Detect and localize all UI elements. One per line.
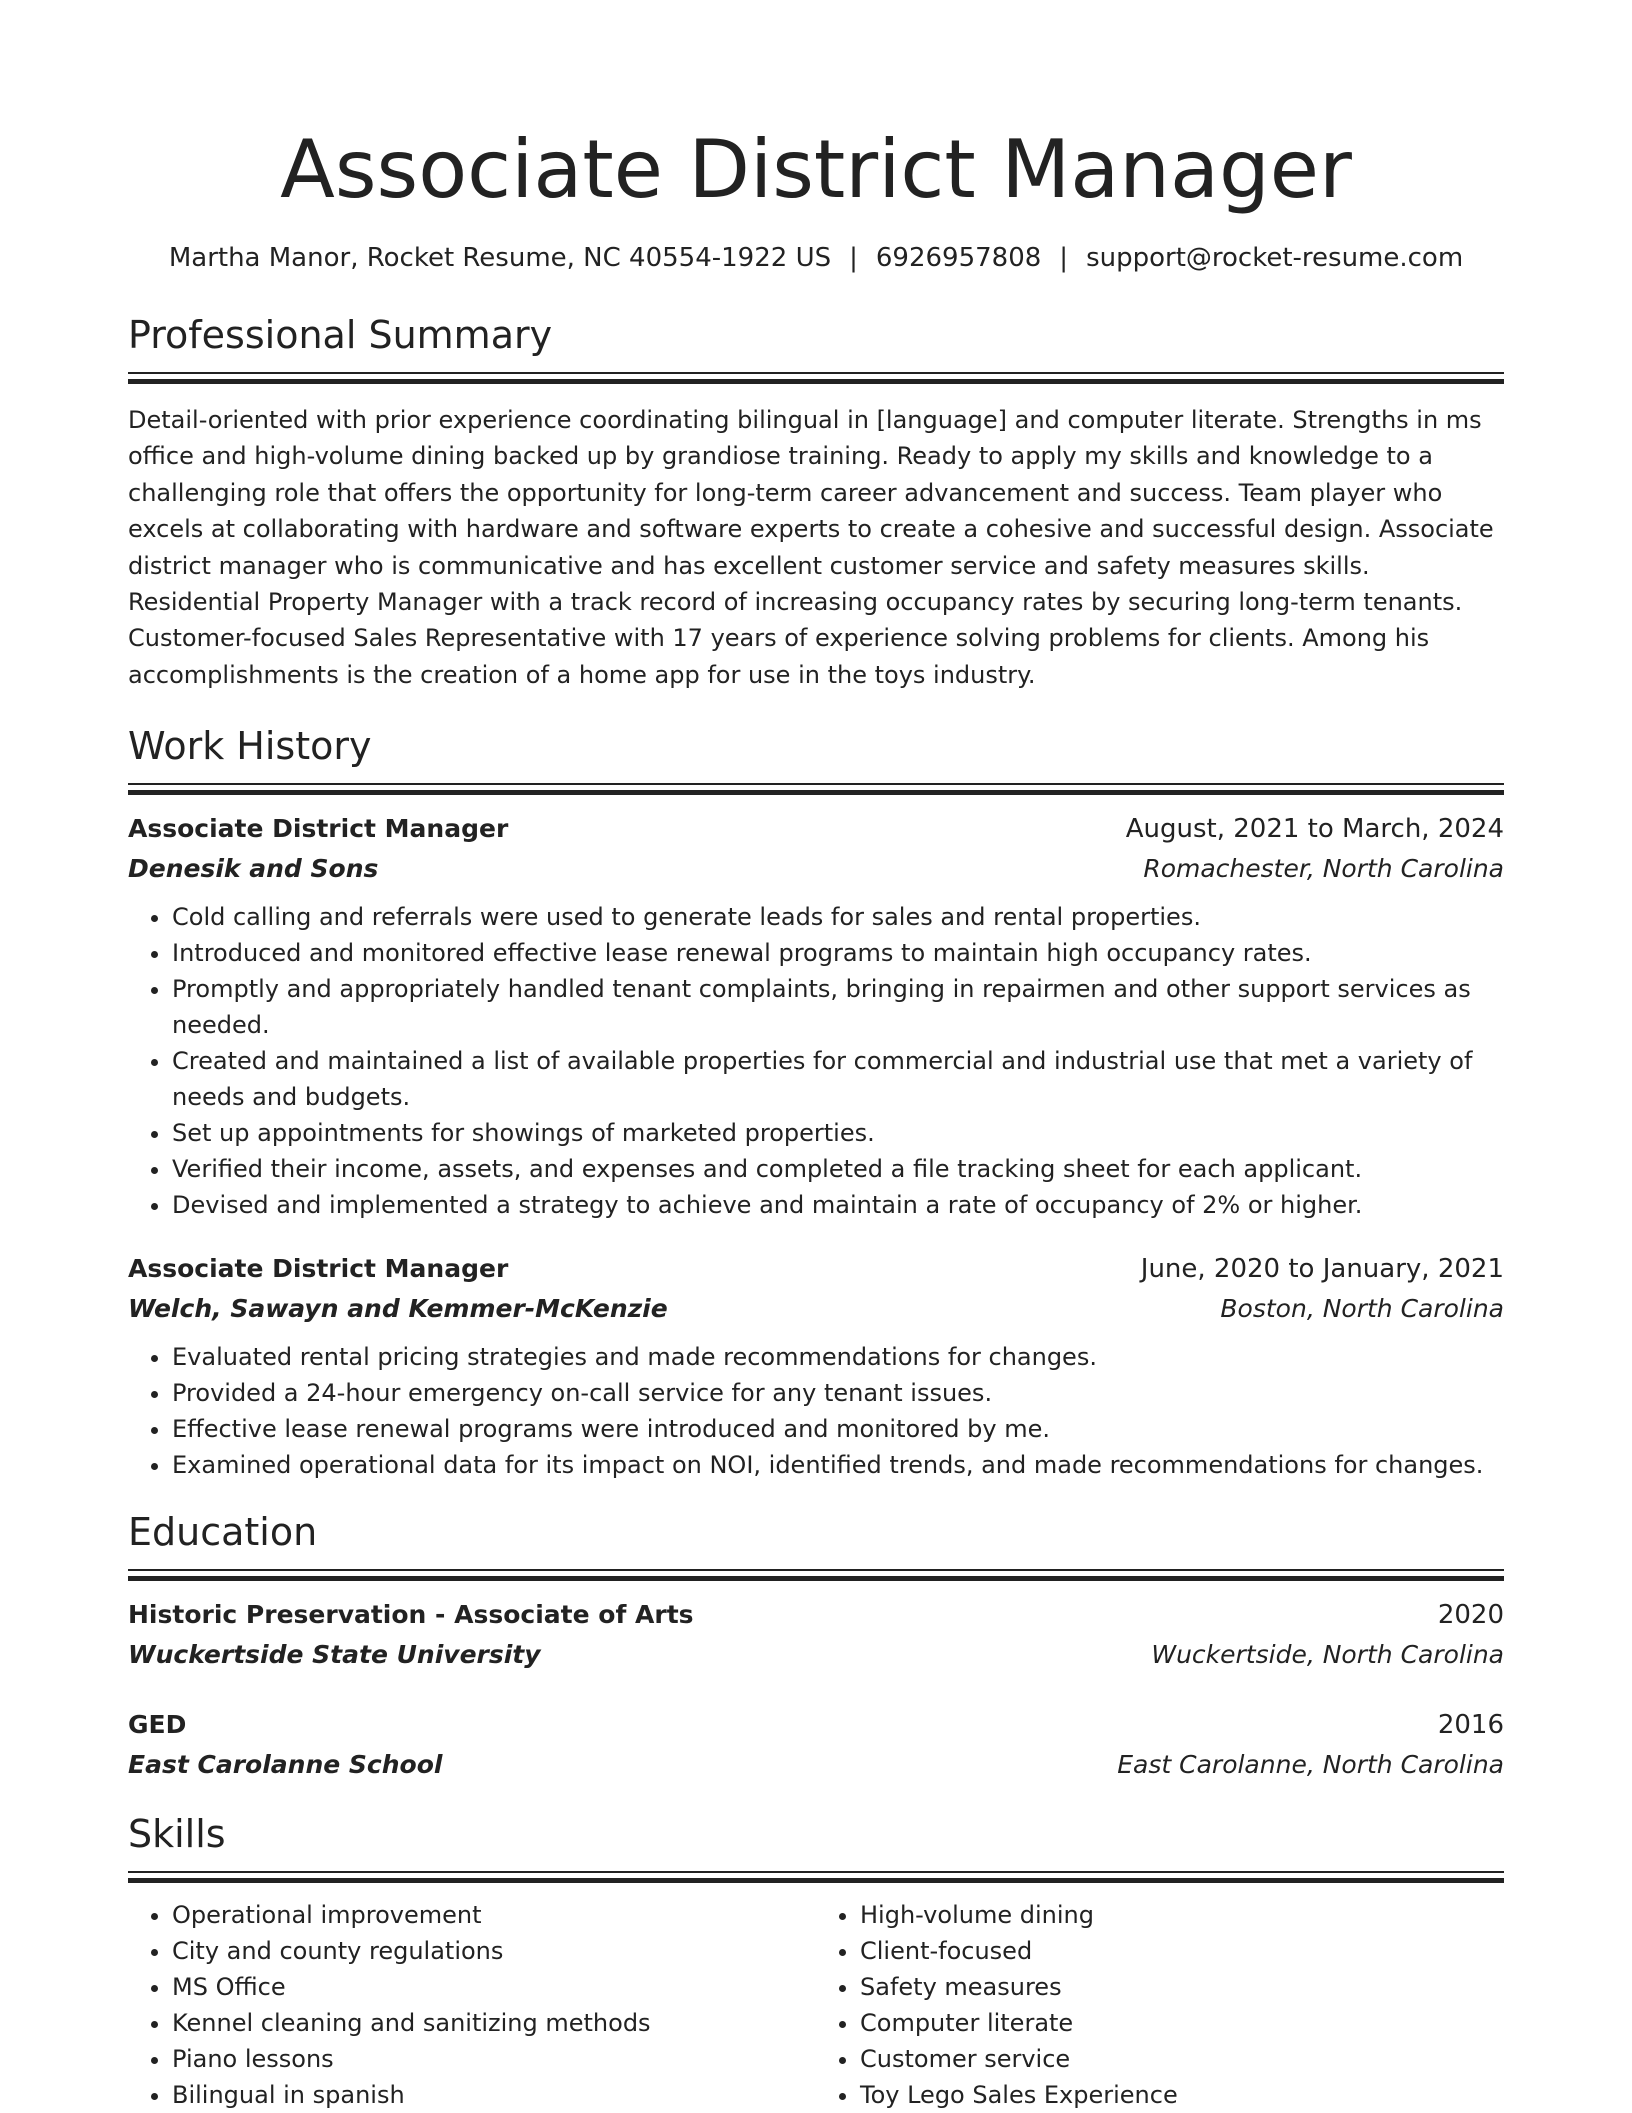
list-item: • Effective lease renewal programs were introduced and monitored by me.: [172, 1411, 1504, 1447]
contact-address: Martha Manor, Rocket Resume, NC 40554-1922 US: [168, 243, 832, 273]
contact-email: support@rocket-resume.com: [1086, 243, 1464, 273]
list-item: • MS Office: [172, 1969, 816, 2005]
list-item: • Cold calling and referrals were used to generate leads for sales and rental properties.: [172, 899, 1504, 935]
list-item: • Customer service: [860, 2041, 1504, 2077]
section-heading-skills: Skills: [128, 1812, 226, 1857]
job-location: Romachester, North Carolina: [1143, 854, 1504, 884]
job-bullets: [128, 899, 1504, 1223]
section-divider: [128, 783, 1504, 795]
contact-phone: 6926957808: [875, 243, 1042, 273]
job-bullets: [128, 1339, 1504, 1483]
resume-title: Associate District Manager: [280, 123, 1352, 216]
education-school: Wuckertside State University: [128, 1640, 541, 1670]
job-title: Associate District Manager: [128, 1254, 509, 1284]
skills-columns: [128, 1897, 1504, 2113]
education-subheader-row: [128, 1745, 1504, 1785]
contact-separator: |: [849, 243, 858, 273]
list-item: • Operational improvement: [172, 1897, 816, 1933]
list-item: • Introduced and monitored effective lease renewal programs to maintain high occupancy rates.: [172, 935, 1504, 971]
job-header-row: [128, 809, 1504, 849]
job-subheader-row: [128, 1289, 1504, 1329]
education-degree: Historic Preservation - Associate of Arts: [128, 1600, 694, 1630]
skills-list-left: [128, 1897, 816, 2113]
section-divider: [128, 372, 1504, 384]
section-divider: [128, 1569, 1504, 1581]
work-history-section: [128, 723, 1504, 1483]
job-dates: June, 2020 to January, 2021: [1140, 1254, 1504, 1285]
list-item: • Computer literate: [860, 2005, 1504, 2041]
section-divider: [128, 1871, 1504, 1883]
list-item: • Piano lessons: [172, 2041, 816, 2077]
job-company: Denesik and Sons: [128, 854, 379, 884]
education-header-row: [128, 1705, 1504, 1745]
list-item: • High-volume dining: [860, 1897, 1504, 1933]
list-item: • Bilingual in spanish: [172, 2077, 816, 2113]
education-year: 2020: [1437, 1600, 1504, 1631]
job-title: Associate District Manager: [128, 814, 509, 844]
contact-separator: |: [1059, 243, 1069, 273]
education-section: [128, 1509, 1504, 1785]
list-item: • Verified their income, assets, and expenses and completed a file tracking sheet for each applicant.: [172, 1151, 1504, 1187]
job-subheader-row: [128, 849, 1504, 889]
job-dates: August, 2021 to March, 2024: [1125, 814, 1504, 845]
section-heading-work: Work History: [128, 724, 372, 769]
list-item: • City and county regulations: [172, 1933, 816, 1969]
list-item: • Promptly and appropriately handled tenant complaints, bringing in repairmen and other support services as needed.: [172, 971, 1504, 1043]
job-entry: [128, 809, 1504, 1223]
education-location: Wuckertside, North Carolina: [1151, 1640, 1504, 1670]
education-degree: GED: [128, 1710, 187, 1740]
job-location: Boston, North Carolina: [1220, 1294, 1504, 1324]
education-school: East Carolanne School: [128, 1750, 443, 1780]
list-item: • Set up appointments for showings of marketed properties.: [172, 1115, 1504, 1151]
job-company: Welch, Sawayn and Kemmer-McKenzie: [128, 1294, 668, 1324]
education-location: East Carolanne, North Carolina: [1117, 1750, 1504, 1780]
list-item: • Provided a 24-hour emergency on-call service for any tenant issues.: [172, 1375, 1504, 1411]
list-item: • Safety measures: [860, 1969, 1504, 2005]
section-heading-education: Education: [128, 1510, 318, 1555]
section-heading-summary: Professional Summary: [128, 313, 553, 357]
education-subheader-row: [128, 1635, 1504, 1675]
job-entry: [128, 1249, 1504, 1483]
professional-summary-section: [128, 312, 1504, 693]
summary-text: Detail-oriented with prior experience coordinating bilingual in [language] and computer literate. Strengths in ms office and high-volume dining backed up by grandiose training. Ready to apply my skills and knowledge to a challenging role that offers the opportunity for long-term career advancement and success. Team player who excels at collaborating with hardware and software experts to create a cohesive and successful design. Associate district manager who is communicative and has excellent customer service and safety measures skills. Residential Property Manager with a track record of increasing occupancy rates by securing long-term tenants. Customer-focused Sales Representative with 17 years of experience solving problems for clients. Among his accomplishments is the creation of a home app for use in the toys industry.: [128, 406, 1494, 689]
list-item: • Evaluated rental pricing strategies and made recommendations for changes.: [172, 1339, 1504, 1375]
list-item: • Client-focused: [860, 1933, 1504, 1969]
education-entry: [128, 1595, 1504, 1675]
list-item: • Kennel cleaning and sanitizing methods: [172, 2005, 816, 2041]
skills-list-right: [816, 1897, 1504, 2113]
list-item: • Toy Lego Sales Experience: [860, 2077, 1504, 2113]
job-header-row: [128, 1249, 1504, 1289]
education-year: 2016: [1437, 1710, 1504, 1741]
list-item: • Devised and implemented a strategy to achieve and maintain a rate of occupancy of 2% or higher.: [172, 1187, 1504, 1223]
contact-line: [128, 240, 1504, 276]
education-entry: [128, 1705, 1504, 1785]
skills-section: [128, 1811, 1504, 2113]
list-item: • Created and maintained a list of available properties for commercial and industrial use that met a variety of needs and budgets.: [172, 1043, 1504, 1115]
list-item: • Examined operational data for its impact on NOI, identified trends, and made recommendations for changes.: [172, 1447, 1504, 1483]
education-header-row: [128, 1595, 1504, 1635]
